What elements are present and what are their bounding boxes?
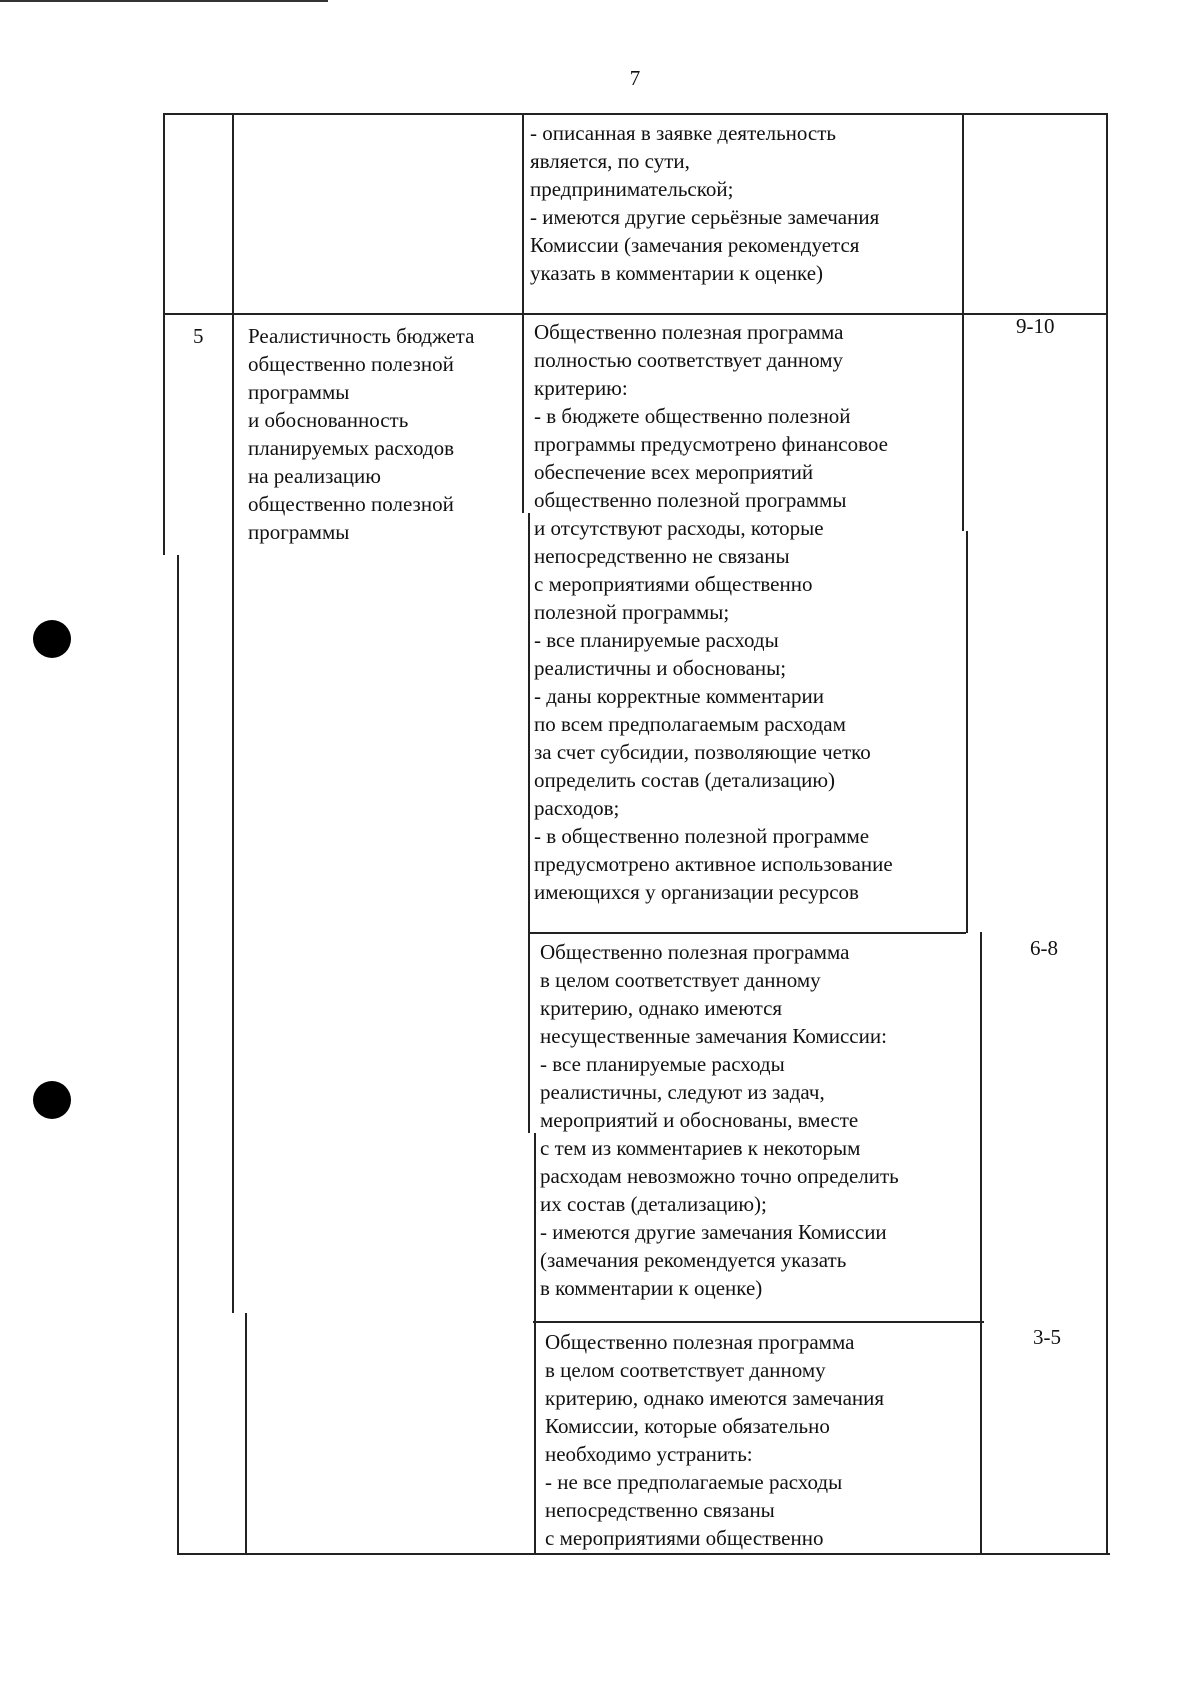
criterion-level-description: - описанная в заявке деятельность является, по сути, предпринимательской; - имеются другие серьёзные замечания Комиссии (замечания рекомендуется указать в комментарии к оценке)	[530, 121, 880, 285]
column-divider-score	[980, 932, 982, 1555]
column-divider-number	[232, 113, 234, 1313]
column-divider-criterion	[522, 113, 524, 513]
column-divider-criterion	[528, 513, 530, 1133]
criterion-level-description: Общественно полезная программа в целом соответствует данному критерию, однако имеются замечания Комиссии, которые обязательно необходимо устранить: - не все предполагаемые расходы непосредственно связаны с мероприятиями общественно	[545, 1330, 885, 1550]
scan-top-rule	[0, 0, 328, 2]
punch-hole	[33, 620, 71, 658]
criterion-level-description: Общественно полезная программа в целом соответствует данному критерию, однако имеются несущественные замечания Комиссии: - все планируемые расходы реалистичны, следуют из задач, мероприятий и обоснованы, вместе с тем из комментариев к некоторым расходам невозможно точно определить их состав (детализацию); - имеются другие замечания Комиссии (замечания рекомендуется указать в комментарии к оценке)	[540, 940, 899, 1300]
column-divider-criterion	[534, 1133, 536, 1555]
criterion-level-score: 3-5	[1033, 1325, 1061, 1349]
table-bottom-border	[178, 1553, 1110, 1555]
criterion-number: 5	[193, 324, 204, 348]
criterion-level-score: 6-8	[1030, 936, 1058, 960]
table-right-border	[1106, 113, 1108, 1555]
column-divider-score	[962, 113, 964, 531]
level-divider	[533, 1321, 984, 1323]
table-left-border	[163, 113, 165, 555]
criterion-level-description: Общественно полезная программа полностью соответствует данному критерию: - в бюджете общественно полезной программы предусмотрено финансовое обеспечение всех мероприятий общественно полезной программы и отсутствуют расходы, которые непосредственно не связаны с мероприятиями общественно полезной программы; - все планируемые расходы реалистичны и обоснованы; - даны корректные комментарии по всем предполагаемым расходам за счет субсидии, позволяющие четко определить состав (детализацию) расходов; - в общественно полезной программе предусмотрено активное использование имеющихся у организации ресурсов	[534, 320, 893, 904]
page-number: 7	[629, 66, 641, 90]
level-divider	[529, 932, 966, 934]
column-divider-score	[966, 531, 968, 933]
row-divider	[163, 313, 1108, 315]
table-top-border	[163, 113, 1108, 115]
column-divider-number	[245, 1313, 247, 1555]
criterion-level-score: 9-10	[1016, 314, 1055, 338]
criterion-title: Реалистичность бюджета общественно полезной программы и обоснованность планируемых расходов на реализацию общественно полезной программы	[248, 324, 475, 544]
punch-hole	[33, 1081, 71, 1119]
table-left-border	[177, 555, 179, 1555]
